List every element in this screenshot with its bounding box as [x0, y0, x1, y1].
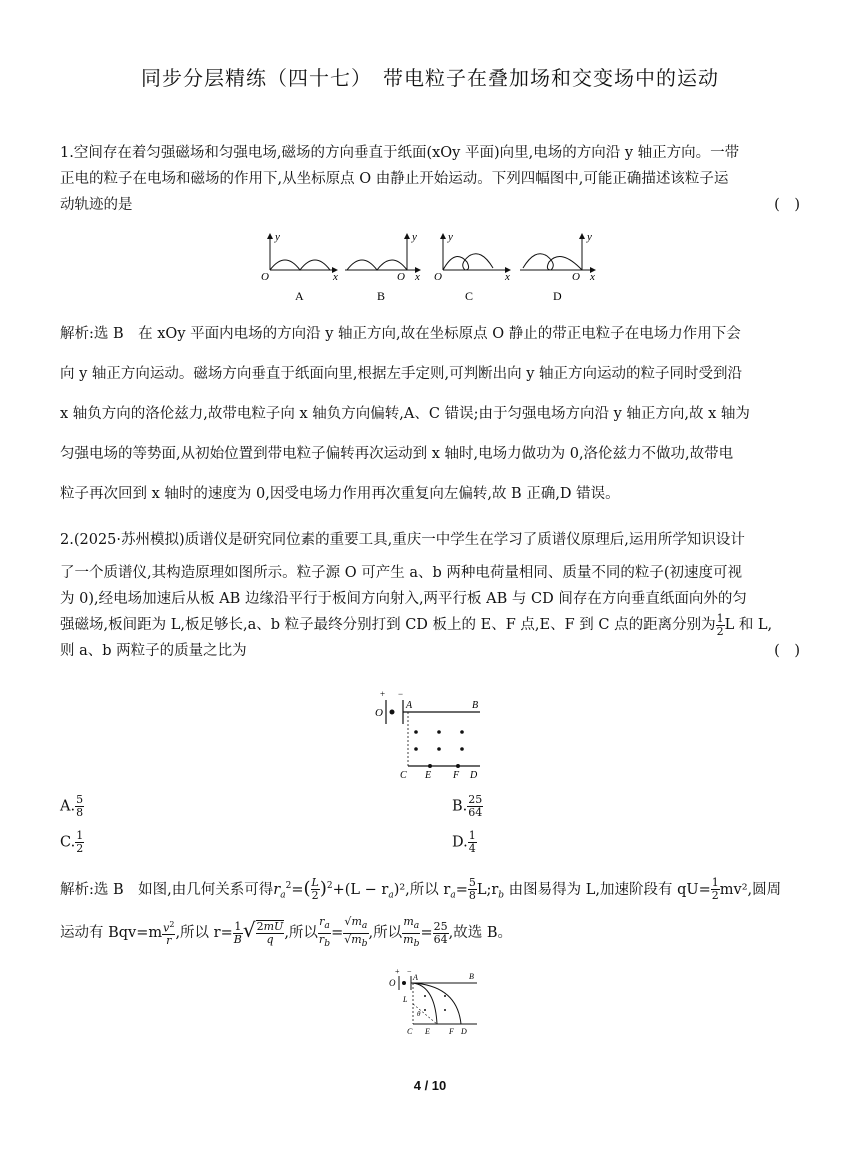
fig-a-y-label: y — [275, 231, 280, 243]
question-2 — [60, 520, 800, 664]
q1-figure-d — [520, 231, 595, 303]
option-a[interactable] — [60, 794, 84, 819]
particle-source-dot — [390, 710, 395, 715]
fig2-b: B — [472, 700, 479, 711]
option-a-denominator: 8 — [76, 806, 84, 819]
q2-line-1: 2.(2025·苏州模拟)质谱仪是研究同位素的重要工具,重庆一中学生在学习了质谱仪原理后,运用所学知识设计 — [60, 532, 745, 548]
fig3-f: F — [449, 1027, 454, 1036]
fig2-a: A — [406, 700, 413, 711]
q2-analysis-line-1: 解析:选 B 如图,由几何关系可得$r_a^2=$( $\frac{L}{2}$ )$^2+(L - r_a)^2$,所以 $r_a=$ $\frac{5}{8}$ $L;r_b$ 由图易得为 L,加速阶段有 qU= $\frac{1}{2}$ mv²,圆周 — [60, 876, 782, 903]
option-d-fraction — [468, 830, 477, 855]
option-c-denominator: 2 — [76, 842, 84, 855]
fig-d-y-label: y — [587, 231, 592, 243]
q2-analysis-2e: ,故选 B。 — [448, 925, 512, 941]
q2-analysis-1f: mv²,圆周 — [719, 881, 782, 898]
fig3-b: B — [469, 972, 474, 981]
option-a-fraction — [75, 794, 84, 819]
q2-line-4-text: 强磁场,板间距为 L,板足够长,a、b 粒子最终分别打到 CD 板上的 E、F 点,E、F 到 C 点的距离分别为 — [60, 617, 716, 633]
option-c-numerator: 1 — [76, 829, 84, 842]
fig-c-x-label: x — [505, 271, 510, 283]
q1-analysis-line-5: 粒子再次回到 x 轴时的速度为 0,因受电场力作用再次重复向左偏转,故 B 正确,D 错误。 — [60, 486, 620, 502]
q2-analysis-2a: 运动有 Bqv=m — [60, 925, 163, 941]
fig3-d: D — [461, 1027, 467, 1036]
fig3-a: A — [413, 973, 418, 982]
page-number: 4 / 10 — [413, 1078, 447, 1093]
q1-line-1: 1.空间存在着匀强磁场和匀强电场,磁场的方向垂直于纸面(xOy 平面)向里,电场的方向沿 y 轴正方向。一带 — [60, 145, 740, 161]
fig2-c: C — [400, 770, 407, 781]
q2-analysis-figure — [385, 966, 485, 1038]
q1-line-2: 正电的粒子在电场和磁场的作用下,从坐标原点 O 由静止开始运动。下列四幅图中,可能正确描述该粒子运 — [60, 171, 729, 187]
q1-line-3-text: 动轨迹的是 — [60, 197, 133, 213]
fig-a-x-label: x — [333, 271, 338, 283]
fig-d-label: D — [553, 289, 562, 303]
q1-line-3 — [60, 192, 800, 218]
question-1 — [60, 140, 800, 218]
option-d-numerator: 1 — [468, 829, 476, 842]
q2-line-4 — [60, 612, 800, 638]
fig-b-y-label: y — [412, 231, 417, 243]
option-b-fraction — [467, 794, 483, 819]
option-d-denominator: 4 — [468, 842, 476, 855]
q2-analysis-2c: ,所以 — [284, 925, 318, 941]
option-c-fraction — [75, 830, 84, 855]
q2-analysis-2b: ,所以 r= — [175, 925, 233, 941]
fig-b-label: B — [377, 289, 386, 303]
q2-analysis-1a: 解析:选 B 如图,由几何关系可得 — [60, 881, 274, 898]
q1-figure-a — [261, 231, 338, 303]
q2-analysis-1e: 由图易得为 L,加速阶段有 qU= — [504, 881, 711, 898]
option-b[interactable] — [452, 794, 483, 819]
q2-line-3: 为 0),经电场加速后从板 AB 边缘沿平行于板间方向射入,两平行板 AB 与 CD 间存在方向垂直纸面向外的匀 — [60, 591, 747, 607]
q2-analysis — [60, 866, 800, 954]
fig3-o: O — [389, 978, 396, 988]
fig-d-x-label: x — [590, 271, 595, 283]
q2-line-4-tail: L 和 L, — [724, 617, 773, 633]
fig3-l: L — [403, 995, 408, 1004]
q1-analysis — [60, 314, 800, 514]
q2-mass-spectrometer-figure — [370, 688, 490, 784]
q2-line-5-text: 则 a、b 两粒子的质量之比为 — [60, 643, 247, 659]
fig3-c: C — [407, 1027, 413, 1036]
q2-analysis-1d: L;r — [476, 881, 499, 898]
q2-analysis-2d: ,所以 — [368, 925, 403, 941]
fig3-minus: − — [407, 967, 412, 976]
q2-analysis-1b: +(L − r — [332, 881, 389, 898]
fig3-e: E — [425, 1027, 430, 1036]
q2-analysis-line-2: 运动有 Bqv=m $\frac{v^2}{r}$ ,所以 r= $\frac{1}{B}$ √ $\frac{2mU}{q}$ ,所以 $\frac{r_a}{r_b}$ = $\frac{√m_a}{√m_b}$ ,所以 $\frac{m_a}{m_b}$ = $\frac{25}{64}$ ,故选 B。 — [60, 915, 512, 949]
fig-c-origin: O — [434, 271, 442, 283]
fig2-minus: − — [398, 689, 404, 699]
option-d[interactable] — [452, 830, 477, 855]
half-denominator: 2 — [716, 624, 724, 638]
q1-analysis-line-4: 匀强电场的等势面,从初始位置到带电粒子偏转再次运动到 x 轴时,电场力做功为 0,洛伦兹力不做功,故带电 — [60, 446, 734, 462]
fig-b-origin: O — [397, 271, 405, 283]
option-c-prefix: C. — [60, 834, 76, 851]
q1-analysis-line-3: x 轴负方向的洛伦兹力,故带电粒子向 x 轴负方向偏转,A、C 错误;由于匀强电场方向沿 y 轴正方向,故 x 轴为 — [60, 406, 750, 422]
q2-half-fraction — [716, 613, 725, 638]
q2-line-5 — [60, 638, 800, 664]
q1-answer-paren: ( ) — [774, 197, 800, 213]
option-a-prefix: A. — [60, 798, 76, 815]
q1-trajectory-figures — [255, 228, 615, 308]
fig2-o: O — [375, 707, 383, 719]
fig-a-origin: O — [261, 271, 269, 283]
q1-figure-b — [345, 231, 420, 303]
q1-figure-c — [434, 231, 510, 303]
q2-answer-paren: ( ) — [774, 643, 800, 659]
option-b-prefix: B. — [452, 798, 468, 815]
fig-a-label: A — [295, 289, 304, 303]
option-b-denominator: 64 — [468, 806, 483, 819]
page-title: 同步分层精练（四十七） 带电粒子在叠加场和交变场中的运动 — [141, 66, 719, 90]
fig-c-label: C — [465, 289, 474, 303]
fig2-d: D — [470, 770, 478, 781]
option-a-numerator: 5 — [76, 793, 84, 806]
q1-analysis-line-2: 向 y 轴正方向运动。磁场方向垂直于纸面向里,根据左手定则,可判断出向 y 轴正方向运动的粒子同时受到沿 — [60, 366, 743, 382]
fig3-theta: θ — [417, 1010, 421, 1018]
option-b-numerator: 25 — [468, 793, 483, 806]
option-d-prefix: D. — [452, 834, 468, 851]
q1-analysis-line-1: 解析:选 B 在 xOy 平面内电场的方向沿 y 轴正方向,故在坐标原点 O 静止的带正电粒子在电场力作用下会 — [60, 326, 741, 342]
half-numerator: 1 — [716, 611, 724, 625]
option-c[interactable] — [60, 830, 84, 855]
fig3-plus: + — [395, 967, 400, 976]
fig2-plus: + — [380, 689, 386, 699]
fig2-f: F — [453, 770, 460, 781]
fig-c-y-label: y — [448, 231, 453, 243]
fig-d-origin: O — [572, 271, 580, 283]
q2-analysis-1c: )²,所以 r — [393, 881, 451, 898]
fig-b-x-label: x — [415, 271, 420, 283]
fig2-e: E — [425, 770, 432, 781]
q2-line-2: 了一个质谱仪,其构造原理如图所示。粒子源 O 可产生 a、b 两种电荷量相同、质量不同的粒子(初速度可视 — [60, 565, 743, 581]
